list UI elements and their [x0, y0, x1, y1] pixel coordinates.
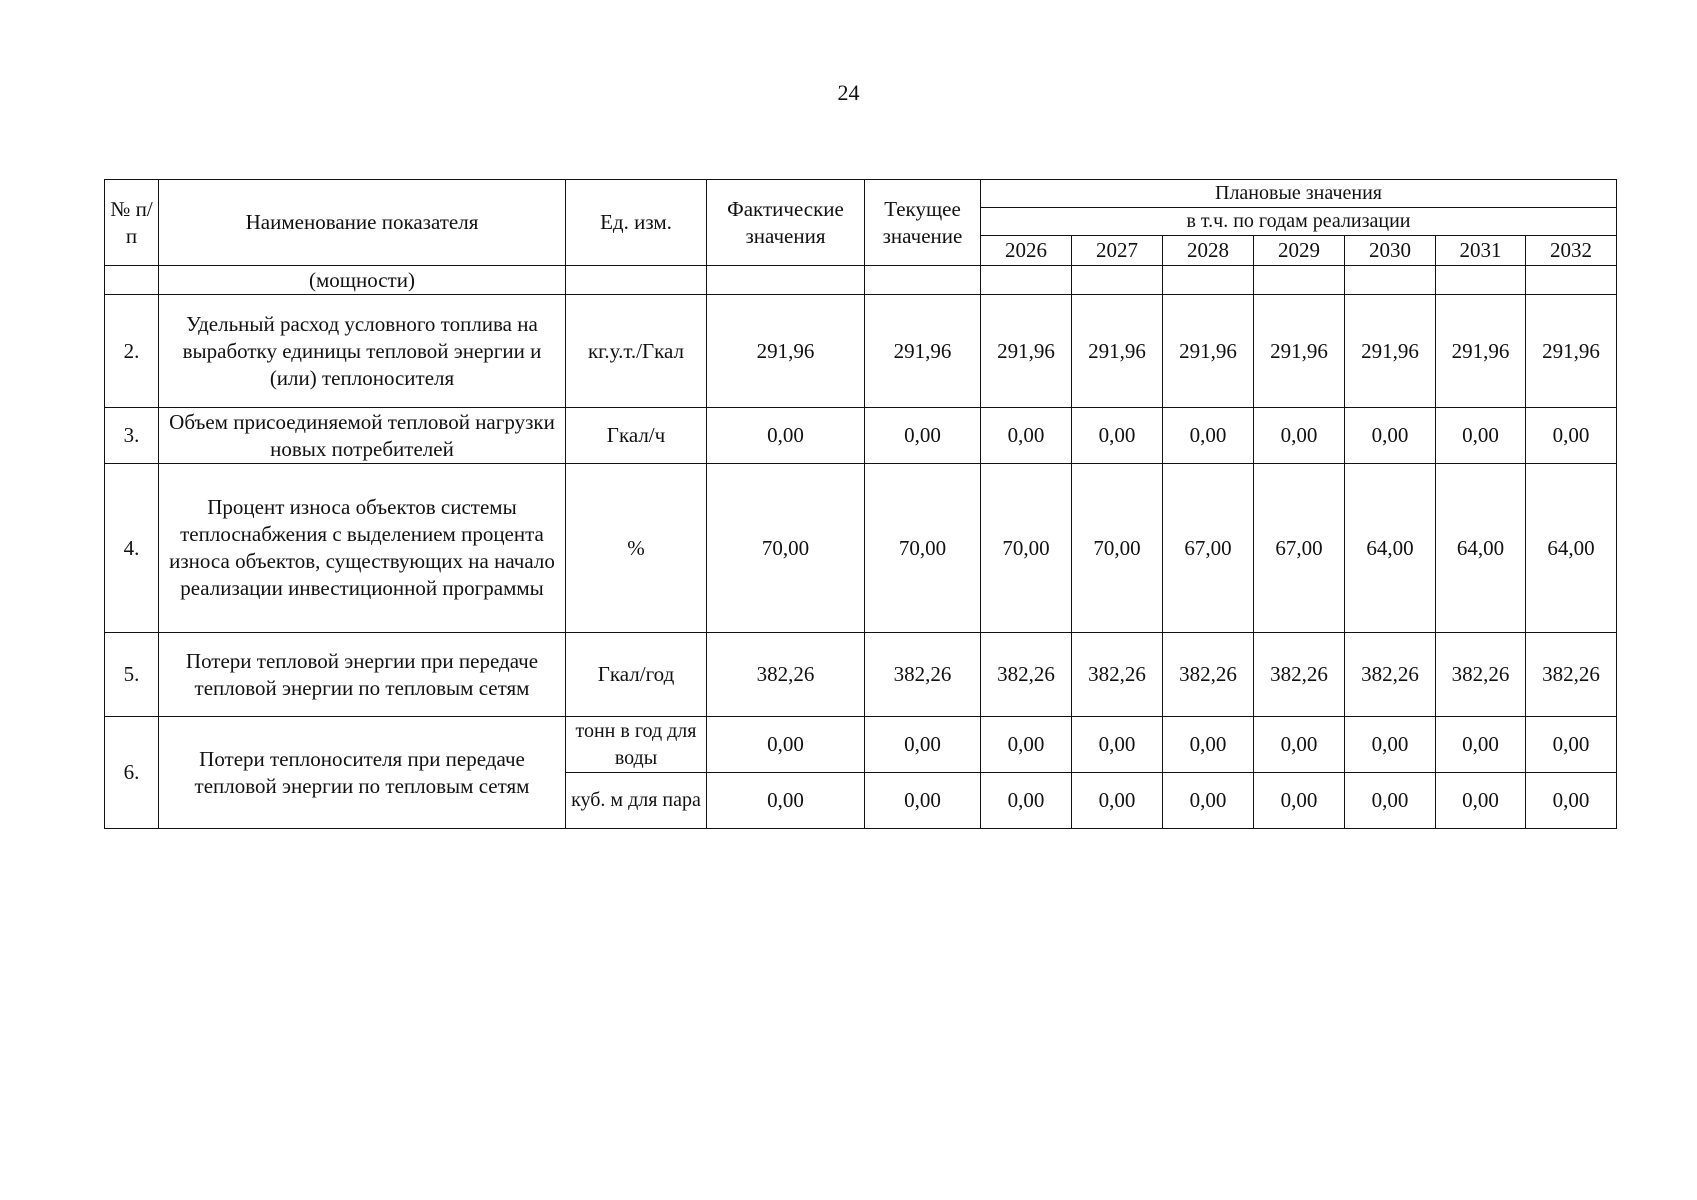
table-row — [105, 295, 1617, 408]
row-value: 382,26 — [1345, 633, 1436, 717]
row-name: (мощности) — [159, 266, 566, 295]
header-current: Текущее значение — [865, 180, 981, 266]
row-value: 67,00 — [1163, 464, 1254, 633]
row-actual: 0,00 — [707, 773, 865, 829]
row-value — [1163, 266, 1254, 295]
row-current: 291,96 — [865, 295, 981, 408]
table-body — [105, 266, 1617, 829]
header-name: Наименование показателя — [159, 180, 566, 266]
row-value — [1526, 266, 1617, 295]
row-value: 0,00 — [1526, 717, 1617, 773]
row-num — [105, 266, 159, 295]
row-value: 0,00 — [1345, 717, 1436, 773]
page-number: 24 — [837, 80, 860, 105]
row-value: 382,26 — [981, 633, 1072, 717]
header-year: 2029 — [1254, 236, 1345, 266]
row-num: 4. — [105, 464, 159, 633]
row-value: 0,00 — [1436, 717, 1526, 773]
row-value: 0,00 — [1163, 773, 1254, 829]
header-planned: Плановые значения — [981, 180, 1617, 208]
row-actual: 0,00 — [707, 717, 865, 773]
row-value: 70,00 — [1072, 464, 1163, 633]
row-value: 0,00 — [981, 773, 1072, 829]
table-row — [105, 266, 1617, 295]
row-value: 0,00 — [1254, 717, 1345, 773]
header-year: 2026 — [981, 236, 1072, 266]
row-value: 64,00 — [1436, 464, 1526, 633]
row-name: Удельный расход условного топлива на выработку единицы тепловой энергии и (или) теплоносителя — [159, 295, 566, 408]
row-value: 0,00 — [1345, 773, 1436, 829]
row-actual: 382,26 — [707, 633, 865, 717]
row-value: 67,00 — [1254, 464, 1345, 633]
row-value — [1345, 266, 1436, 295]
row-value — [981, 266, 1072, 295]
row-value: 64,00 — [1526, 464, 1617, 633]
row-value: 0,00 — [1345, 408, 1436, 464]
row-current: 70,00 — [865, 464, 981, 633]
row-unit — [566, 266, 707, 295]
row-value: 0,00 — [1436, 773, 1526, 829]
row-value: 291,96 — [1526, 295, 1617, 408]
row-value: 0,00 — [981, 408, 1072, 464]
row-actual — [707, 266, 865, 295]
row-value: 382,26 — [1436, 633, 1526, 717]
row-unit: тонн в год для воды — [566, 717, 707, 773]
header-year: 2030 — [1345, 236, 1436, 266]
row-value: 0,00 — [981, 717, 1072, 773]
row-value: 64,00 — [1345, 464, 1436, 633]
row-current: 0,00 — [865, 408, 981, 464]
row-value: 382,26 — [1072, 633, 1163, 717]
table-header — [105, 180, 1617, 266]
row-value: 0,00 — [1526, 408, 1617, 464]
row-value: 0,00 — [1254, 773, 1345, 829]
row-value: 0,00 — [1072, 408, 1163, 464]
row-value: 0,00 — [1436, 408, 1526, 464]
header-year: 2032 — [1526, 236, 1617, 266]
row-current: 382,26 — [865, 633, 981, 717]
row-value: 291,96 — [981, 295, 1072, 408]
header-unit: Ед. изм. — [566, 180, 707, 266]
row-actual: 70,00 — [707, 464, 865, 633]
row-value: 0,00 — [1072, 717, 1163, 773]
row-value: 382,26 — [1254, 633, 1345, 717]
row-value: 70,00 — [981, 464, 1072, 633]
header-by-years: в т.ч. по годам реализации — [981, 208, 1617, 236]
row-value: 291,96 — [1345, 295, 1436, 408]
row-num: 5. — [105, 633, 159, 717]
table-row — [105, 408, 1617, 464]
row-name: Потери тепловой энергии при передаче тепловой энергии по тепловым сетям — [159, 633, 566, 717]
row-name: Процент износа объектов системы теплоснабжения с выделением процента износа объектов, существующих на начало реализации инвестиционной программы — [159, 464, 566, 633]
row-name: Объем присоединяемой тепловой нагрузки новых потребителей — [159, 408, 566, 464]
row-value: 0,00 — [1072, 773, 1163, 829]
row-current: 0,00 — [865, 717, 981, 773]
row-value — [1436, 266, 1526, 295]
row-unit: Гкал/год — [566, 633, 707, 717]
row-unit: куб. м для пара — [566, 773, 707, 829]
row-value: 0,00 — [1526, 773, 1617, 829]
row-current: 0,00 — [865, 773, 981, 829]
header-year: 2028 — [1163, 236, 1254, 266]
row-name: Потери теплоносителя при передаче тепловой энергии по тепловым сетям — [159, 717, 566, 829]
row-value — [1072, 266, 1163, 295]
row-num: 2. — [105, 295, 159, 408]
row-value: 291,96 — [1163, 295, 1254, 408]
row-value: 0,00 — [1163, 717, 1254, 773]
row-num: 6. — [105, 717, 159, 829]
row-value: 382,26 — [1163, 633, 1254, 717]
row-unit: % — [566, 464, 707, 633]
table-row — [105, 717, 1617, 773]
row-unit: кг.у.т./Гкал — [566, 295, 707, 408]
row-value: 291,96 — [1436, 295, 1526, 408]
table-row — [105, 464, 1617, 633]
row-num: 3. — [105, 408, 159, 464]
row-value: 0,00 — [1163, 408, 1254, 464]
header-actual: Фактические значения — [707, 180, 865, 266]
row-value — [1254, 266, 1345, 295]
indicators-table — [104, 179, 1617, 829]
row-actual: 0,00 — [707, 408, 865, 464]
row-value: 291,96 — [1072, 295, 1163, 408]
row-current — [865, 266, 981, 295]
table-row — [105, 633, 1617, 717]
header-year: 2027 — [1072, 236, 1163, 266]
header-year: 2031 — [1436, 236, 1526, 266]
row-unit: Гкал/ч — [566, 408, 707, 464]
header-num: № п/п — [105, 180, 159, 266]
row-value: 0,00 — [1254, 408, 1345, 464]
row-value: 291,96 — [1254, 295, 1345, 408]
row-value: 382,26 — [1526, 633, 1617, 717]
row-actual: 291,96 — [707, 295, 865, 408]
